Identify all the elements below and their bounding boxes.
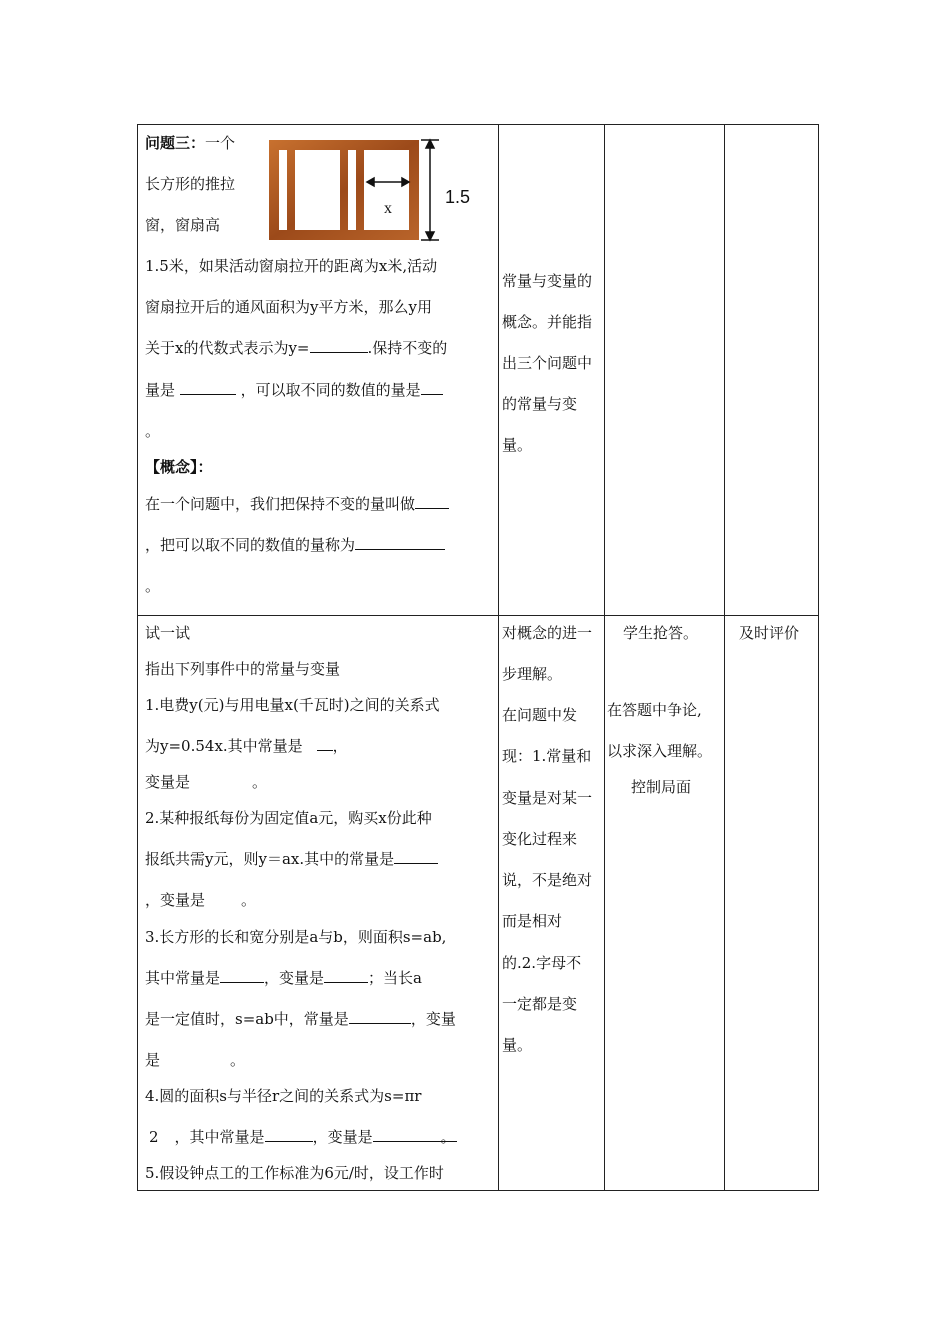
problem-line-3: 关于x的代数式表示为y= .保持不变的 <box>145 339 448 357</box>
design-intent-line: 在问题中发 <box>502 706 578 724</box>
problem-line-1: 1.5米，如果活动窗扇拉开的距离为x米,活动 <box>145 257 438 275</box>
try-it-instruction: 指出下列事件中的常量与变量 <box>145 660 341 678</box>
design-intent-line: 现：1.常量和 <box>502 747 592 765</box>
design-intent-line: 一定都是变 <box>502 995 578 1013</box>
answer-blank[interactable] <box>415 494 449 509</box>
try-it-heading: 试一试 <box>145 624 191 642</box>
design-intent-line: 而是相对 <box>502 912 563 930</box>
window-frame-drawing <box>269 137 449 243</box>
design-intent-line: 变化过程来 <box>502 830 578 848</box>
design-intent-line: 的常量与变 <box>502 395 578 413</box>
design-intent-line: 出三个问题中 <box>502 354 593 372</box>
student-activity-line: 以求深入理解。 <box>607 742 713 760</box>
answer-blank[interactable] <box>310 338 368 353</box>
design-intent-line: 常量与变量的 <box>502 272 593 290</box>
problem-line-4: 量是 ，可以取不同的数值的量是 <box>145 380 443 400</box>
problem-line-2: 窗扇拉开后的通风面积为y平方米，那么y用 <box>145 298 432 316</box>
intro-line-3: 窗，窗扇高 <box>145 216 221 234</box>
answer-blank[interactable] <box>394 849 438 864</box>
concept-line-2: ，把可以取不同的数值的量称为 <box>145 535 445 555</box>
concept-line-1: 在一个问题中，我们把保持不变的量叫做 <box>145 494 449 514</box>
answer-blank[interactable] <box>220 968 264 983</box>
answer-blank[interactable] <box>421 380 443 395</box>
answer-blank[interactable] <box>349 1009 411 1024</box>
question-1-line-3: 变量是 。 <box>145 773 268 791</box>
teacher-activity-line: 及时评价 <box>739 624 800 642</box>
question-3-line-4: 是 。 <box>145 1051 246 1069</box>
question-1-line-1: 1.电费y(元)与用电量x(千瓦时)之间的关系式 <box>145 696 440 714</box>
sliding-window-diagram <box>269 137 449 247</box>
design-intent-line: 变量是对某一 <box>502 789 593 807</box>
question-2-line-3: ，变量是 。 <box>145 891 257 909</box>
problem-title: 问题三：一个 <box>145 134 236 152</box>
student-activity-line: 在答题中争论, <box>607 701 702 719</box>
answer-blank[interactable] <box>324 968 368 983</box>
question-5-line-1: 5.假设钟点工的工作标准为6元/时，设工作时 <box>145 1164 444 1182</box>
design-intent-line: 步理解。 <box>502 665 563 683</box>
question-2-line-2: 报纸共需y元，则y＝ax.其中的常量是 <box>145 849 438 869</box>
answer-blank[interactable] <box>317 736 333 751</box>
design-intent-line: 的.2.字母不 <box>502 954 582 972</box>
design-intent-line: 概念。并能指 <box>502 313 593 331</box>
design-intent-line: 量。 <box>502 436 533 454</box>
question-4-line-2: 2 ，其中常量是 ，变量是 。 <box>149 1128 456 1146</box>
question-4-line-1: 4.圆的面积s与半径r之间的关系式为s=πr <box>145 1087 422 1105</box>
student-activity-line: 控制局面 <box>631 778 692 796</box>
problem-line-5: 。 <box>145 422 161 440</box>
window-height-label: 1.5 <box>445 187 471 207</box>
design-intent-line: 对概念的进一 <box>502 624 593 642</box>
design-intent-line: 量。 <box>502 1036 533 1054</box>
question-3-line-2: 其中常量是 ，变量是 ；当长a <box>145 969 422 987</box>
question-3-line-3: 是一定值时，s=ab中，常量是 ，变量 <box>145 1010 456 1028</box>
question-2-line-1: 2.某种报纸每份为固定值a元，购买x份此种 <box>145 809 432 827</box>
question-1-line-2: 为y=0.54x.其中常量是 ， <box>145 737 348 755</box>
design-intent-line: 说，不是绝对 <box>502 871 593 889</box>
answer-blank[interactable] <box>180 380 236 395</box>
student-activity-line: 学生抢答。 <box>623 624 699 642</box>
concept-line-3: 。 <box>145 577 161 595</box>
intro-line-2: 长方形的推拉 <box>145 175 236 193</box>
answer-blank[interactable]: 。 <box>373 1127 457 1142</box>
question-3-line-1: 3.长方形的长和宽分别是a与b，则面积s=ab, <box>145 928 447 946</box>
answer-blank[interactable] <box>265 1127 313 1142</box>
concept-label: 【概念】： <box>145 458 213 476</box>
answer-blank[interactable] <box>355 535 445 550</box>
window-x-label: x <box>384 200 392 217</box>
